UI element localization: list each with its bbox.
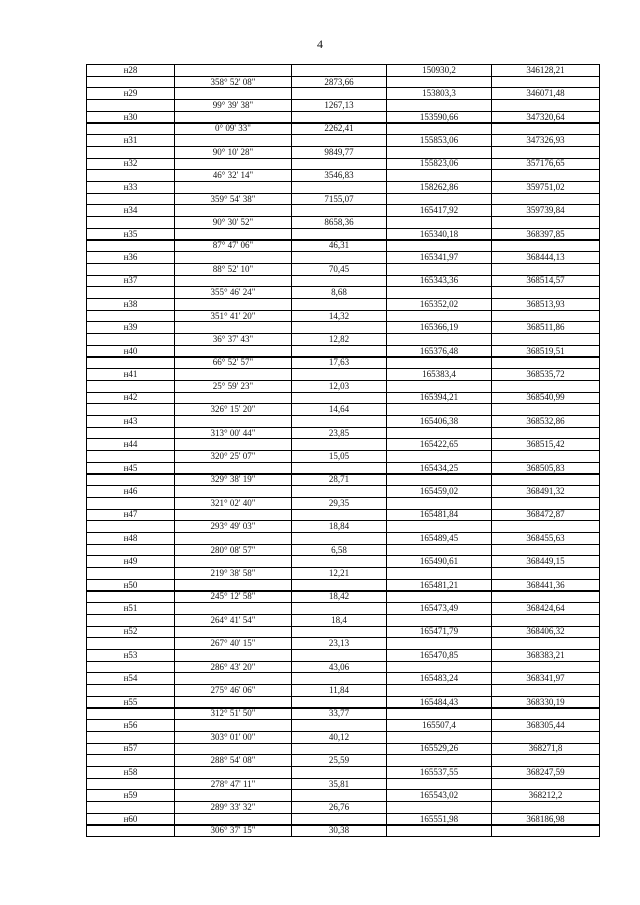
distance-cell: 2873,66 bbox=[291, 76, 387, 89]
x-coordinate-cell: 165551,98 bbox=[386, 813, 492, 826]
x-coordinate-cell: 165507,4 bbox=[386, 719, 492, 732]
distance-cell: 11,84 bbox=[291, 684, 387, 697]
x-coordinate-cell: 165340,18 bbox=[386, 228, 492, 241]
distance-cell: 29,35 bbox=[291, 497, 387, 510]
y-coordinate-cell: 368449,15 bbox=[491, 555, 600, 568]
distance-cell: 9849,77 bbox=[291, 146, 387, 159]
x-coordinate-cell: 165341,97 bbox=[386, 251, 492, 264]
x-coordinate-cell: 165366,19 bbox=[386, 321, 492, 334]
point-name-cell: н56 bbox=[86, 719, 175, 732]
x-coordinate-cell: 155823,06 bbox=[386, 158, 492, 171]
point-name-cell: н57 bbox=[86, 743, 175, 756]
direction-angle-cell: 90° 30' 52" bbox=[174, 216, 292, 229]
distance-cell: 70,45 bbox=[291, 263, 387, 276]
x-coordinate-cell: 165483,24 bbox=[386, 672, 492, 685]
y-bottom-spacer bbox=[491, 825, 600, 838]
distance-cell: 18,42 bbox=[291, 591, 387, 604]
point-name-cell: н46 bbox=[86, 485, 175, 498]
point-name-cell: н42 bbox=[86, 392, 175, 405]
x-coordinate-cell: 165489,45 bbox=[386, 532, 492, 545]
distance-cell: 18,4 bbox=[291, 614, 387, 627]
y-coordinate-cell: 368186,98 bbox=[491, 813, 600, 826]
y-coordinate-cell: 368330,19 bbox=[491, 696, 600, 709]
direction-angle-cell: 355° 46' 24" bbox=[174, 286, 292, 299]
y-coordinate-cell: 359739,84 bbox=[491, 204, 600, 217]
direction-angle-cell: 267° 40' 15" bbox=[174, 637, 292, 650]
x-coordinate-cell: 165481,21 bbox=[386, 579, 492, 592]
x-coordinate-cell: 165417,92 bbox=[386, 204, 492, 217]
distance-cell: 8658,36 bbox=[291, 216, 387, 229]
x-coordinate-cell: 165352,02 bbox=[386, 298, 492, 311]
y-coordinate-cell: 368515,42 bbox=[491, 438, 600, 451]
y-coordinate-cell: 368212,2 bbox=[491, 789, 600, 802]
direction-angle-cell: 289° 33' 32" bbox=[174, 801, 292, 814]
x-coordinate-cell: 165529,26 bbox=[386, 743, 492, 756]
x-coordinate-cell: 153803,3 bbox=[386, 87, 492, 100]
point-name-cell: н33 bbox=[86, 181, 175, 194]
point-name-cell: н36 bbox=[86, 251, 175, 264]
distance-cell: 35,81 bbox=[291, 778, 387, 791]
point-name-cell: н54 bbox=[86, 672, 175, 685]
coordinates-table bbox=[86, 64, 600, 836]
point-name-cell: н28 bbox=[86, 64, 175, 77]
direction-angle-cell: 288° 54' 08" bbox=[174, 754, 292, 767]
x-coordinate-cell: 165484,43 bbox=[386, 696, 492, 709]
point-name-cell: н51 bbox=[86, 602, 175, 615]
direction-angle-cell: 320° 25' 07" bbox=[174, 450, 292, 463]
distance-cell: 23,13 bbox=[291, 637, 387, 650]
y-coordinate-cell: 346128,21 bbox=[491, 64, 600, 77]
x-coordinate-cell: 165490,61 bbox=[386, 555, 492, 568]
distance-cell: 14,32 bbox=[291, 310, 387, 323]
distance-cell: 30,38 bbox=[291, 825, 387, 838]
y-coordinate-cell: 368535,72 bbox=[491, 368, 600, 381]
direction-angle-cell: 245° 12' 58" bbox=[174, 591, 292, 604]
distance-cell: 33,77 bbox=[291, 708, 387, 721]
direction-angle-cell: 88° 52' 10" bbox=[174, 263, 292, 276]
direction-angle-cell: 46° 32' 14" bbox=[174, 169, 292, 182]
distance-cell: 8,68 bbox=[291, 286, 387, 299]
x-coordinate-cell: 165471,79 bbox=[386, 626, 492, 639]
x-coordinate-cell: 165422,65 bbox=[386, 438, 492, 451]
direction-angle-cell: 87° 47' 06" bbox=[174, 240, 292, 253]
x-coordinate-cell: 165537,55 bbox=[386, 766, 492, 779]
distance-cell: 25,59 bbox=[291, 754, 387, 767]
direction-angle-cell: 329° 38' 19" bbox=[174, 474, 292, 487]
y-coordinate-cell: 368397,85 bbox=[491, 228, 600, 241]
x-coordinate-cell: 155853,06 bbox=[386, 134, 492, 147]
x-coordinate-cell: 158262,86 bbox=[386, 181, 492, 194]
point-name-cell: н37 bbox=[86, 275, 175, 288]
direction-angle-cell: 278° 47' 11" bbox=[174, 778, 292, 791]
point-name-cell: н44 bbox=[86, 438, 175, 451]
y-coordinate-cell: 368455,63 bbox=[491, 532, 600, 545]
distance-cell: 46,31 bbox=[291, 240, 387, 253]
direction-angle-cell: 312° 51' 50" bbox=[174, 708, 292, 721]
x-coordinate-cell: 165470,85 bbox=[386, 649, 492, 662]
distance-cell: 12,21 bbox=[291, 567, 387, 580]
x-bottom-spacer bbox=[386, 825, 492, 838]
y-coordinate-cell: 368441,36 bbox=[491, 579, 600, 592]
direction-angle-cell: 280° 08' 57" bbox=[174, 544, 292, 557]
point-name-cell: н35 bbox=[86, 228, 175, 241]
distance-cell: 12,03 bbox=[291, 380, 387, 393]
direction-angle-cell: 219° 38' 58" bbox=[174, 567, 292, 580]
point-name-cell: н30 bbox=[86, 111, 175, 124]
y-coordinate-cell: 347320,64 bbox=[491, 111, 600, 124]
point-name-cell: н40 bbox=[86, 345, 175, 358]
y-coordinate-cell: 346071,48 bbox=[491, 87, 600, 100]
point-name-cell: н58 bbox=[86, 766, 175, 779]
x-coordinate-cell: 150930,2 bbox=[386, 64, 492, 77]
point-name-cell: н43 bbox=[86, 415, 175, 428]
distance-cell: 7155,07 bbox=[291, 193, 387, 206]
y-coordinate-cell: 368532,86 bbox=[491, 415, 600, 428]
direction-angle-cell: 90° 10' 28" bbox=[174, 146, 292, 159]
point-name-cell: н31 bbox=[86, 134, 175, 147]
y-coordinate-cell: 368505,83 bbox=[491, 462, 600, 475]
direction-angle-cell: 36° 37' 43" bbox=[174, 333, 292, 346]
y-coordinate-cell: 368383,21 bbox=[491, 649, 600, 662]
direction-angle-cell: 264° 41' 54" bbox=[174, 614, 292, 627]
x-coordinate-cell: 165434,25 bbox=[386, 462, 492, 475]
x-coordinate-cell: 165343,36 bbox=[386, 275, 492, 288]
distance-cell: 12,82 bbox=[291, 333, 387, 346]
distance-cell: 18,84 bbox=[291, 520, 387, 533]
y-coordinate-cell: 368491,32 bbox=[491, 485, 600, 498]
point-name-cell: н32 bbox=[86, 158, 175, 171]
point-name-cell: н59 bbox=[86, 789, 175, 802]
point-name-cell: н53 bbox=[86, 649, 175, 662]
distance-cell: 3546,83 bbox=[291, 169, 387, 182]
direction-angle-cell: 313° 00' 44" bbox=[174, 427, 292, 440]
point-name-cell: н48 bbox=[86, 532, 175, 545]
x-coordinate-cell: 165406,38 bbox=[386, 415, 492, 428]
y-coordinate-cell: 368513,93 bbox=[491, 298, 600, 311]
distance-cell: 14,64 bbox=[291, 403, 387, 416]
direction-angle-cell: 359° 54' 38" bbox=[174, 193, 292, 206]
y-coordinate-cell: 368424,64 bbox=[491, 602, 600, 615]
x-coordinate-cell: 165473,49 bbox=[386, 602, 492, 615]
y-coordinate-cell: 368247,59 bbox=[491, 766, 600, 779]
y-coordinate-cell: 357176,65 bbox=[491, 158, 600, 171]
point-name-cell: н52 bbox=[86, 626, 175, 639]
point-name-cell: н47 bbox=[86, 509, 175, 522]
distance-cell: 23,85 bbox=[291, 427, 387, 440]
direction-angle-cell: 0° 09' 33" bbox=[174, 123, 292, 136]
x-coordinate-cell: 165459,02 bbox=[386, 485, 492, 498]
page-number: 4 bbox=[317, 37, 323, 51]
direction-angle-cell: 66° 52' 57" bbox=[174, 357, 292, 370]
x-coordinate-cell: 165383,4 bbox=[386, 368, 492, 381]
y-coordinate-cell: 368305,44 bbox=[491, 719, 600, 732]
point-name-cell: н49 bbox=[86, 555, 175, 568]
x-coordinate-cell: 165394,21 bbox=[386, 392, 492, 405]
y-coordinate-cell: 347326,93 bbox=[491, 134, 600, 147]
distance-cell: 6,58 bbox=[291, 544, 387, 557]
direction-angle-cell: 358° 52' 08" bbox=[174, 76, 292, 89]
y-coordinate-cell: 368406,32 bbox=[491, 626, 600, 639]
point-name-cell: н60 bbox=[86, 813, 175, 826]
distance-cell: 17,63 bbox=[291, 357, 387, 370]
x-coordinate-cell: 153590,66 bbox=[386, 111, 492, 124]
direction-angle-cell: 99° 39' 38" bbox=[174, 99, 292, 112]
y-coordinate-cell: 368472,87 bbox=[491, 509, 600, 522]
direction-angle-cell: 303° 01' 00" bbox=[174, 731, 292, 744]
distance-cell: 26,76 bbox=[291, 801, 387, 814]
distance-cell: 43,06 bbox=[291, 661, 387, 674]
y-coordinate-cell: 368519,51 bbox=[491, 345, 600, 358]
x-coordinate-cell: 165543,02 bbox=[386, 789, 492, 802]
point-spacer-cell bbox=[86, 825, 175, 838]
distance-cell: 28,71 bbox=[291, 474, 387, 487]
direction-angle-cell: 275° 46' 06" bbox=[174, 684, 292, 697]
direction-angle-cell: 25° 59' 23" bbox=[174, 380, 292, 393]
point-name-cell: н34 bbox=[86, 204, 175, 217]
x-coordinate-cell: 165376,48 bbox=[386, 345, 492, 358]
point-name-cell: н39 bbox=[86, 321, 175, 334]
direction-angle-cell: 321° 02' 40" bbox=[174, 497, 292, 510]
point-name-cell: н55 bbox=[86, 696, 175, 709]
distance-cell: 15,05 bbox=[291, 450, 387, 463]
y-coordinate-cell: 368514,57 bbox=[491, 275, 600, 288]
direction-angle-cell: 293° 49' 03" bbox=[174, 520, 292, 533]
y-coordinate-cell: 368511,86 bbox=[491, 321, 600, 334]
direction-angle-cell: 326° 15' 20" bbox=[174, 403, 292, 416]
point-name-cell: н41 bbox=[86, 368, 175, 381]
distance-cell: 40,12 bbox=[291, 731, 387, 744]
y-coordinate-cell: 368540,99 bbox=[491, 392, 600, 405]
y-coordinate-cell: 359751,02 bbox=[491, 181, 600, 194]
x-coordinate-cell: 165481,84 bbox=[386, 509, 492, 522]
point-name-cell: н38 bbox=[86, 298, 175, 311]
distance-cell: 2262,41 bbox=[291, 123, 387, 136]
y-coordinate-cell: 368444,13 bbox=[491, 251, 600, 264]
direction-angle-cell: 351° 41' 20" bbox=[174, 310, 292, 323]
distance-cell: 1267,13 bbox=[291, 99, 387, 112]
point-name-cell: н29 bbox=[86, 87, 175, 100]
point-name-cell: н45 bbox=[86, 462, 175, 475]
direction-angle-cell: 286° 43' 20" bbox=[174, 661, 292, 674]
direction-angle-cell: 306° 37' 15" bbox=[174, 825, 292, 838]
y-coordinate-cell: 368271,8 bbox=[491, 743, 600, 756]
point-name-cell: н50 bbox=[86, 579, 175, 592]
y-coordinate-cell: 368341,97 bbox=[491, 672, 600, 685]
